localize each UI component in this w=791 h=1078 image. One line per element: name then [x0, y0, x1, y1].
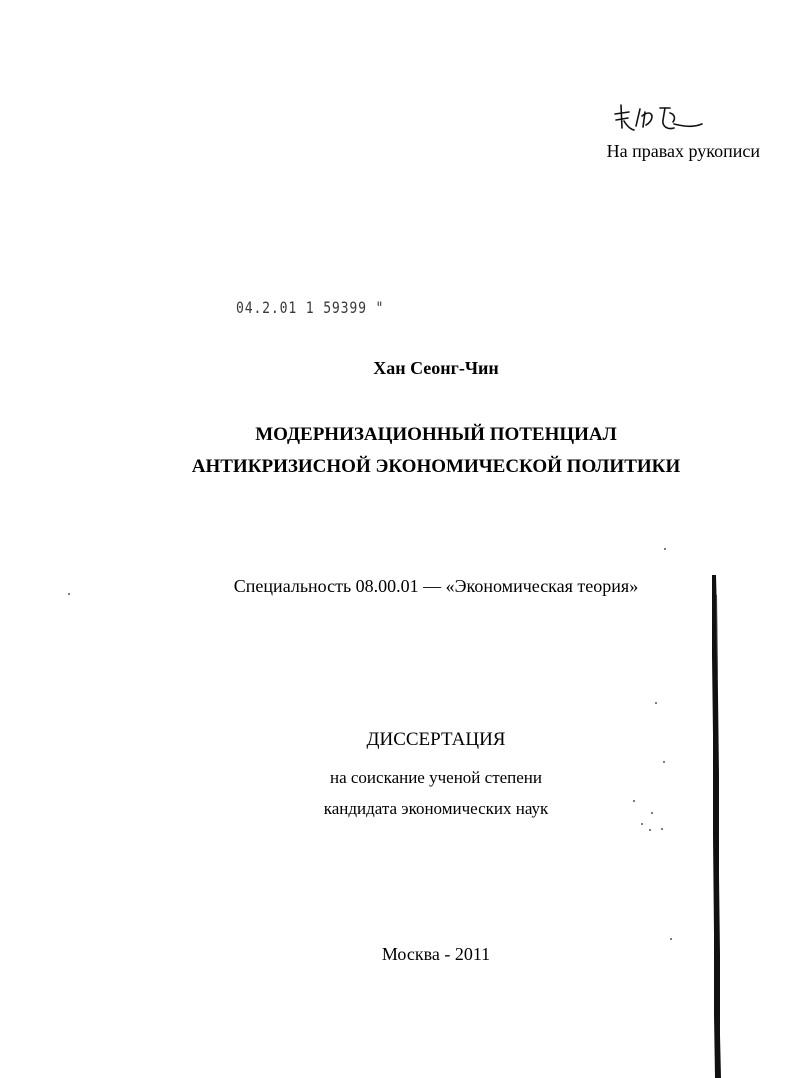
registration-stamp: 04.2.01 1 59399 " [236, 298, 385, 317]
handwritten-signature [612, 100, 708, 138]
scan-speck [651, 812, 653, 814]
scan-edge-bar [707, 575, 725, 1078]
purpose-line-2: кандидата экономических наук [323, 799, 549, 818]
scan-speck [655, 702, 657, 704]
scan-speck [670, 938, 672, 940]
scan-speck [633, 800, 635, 802]
scan-speck [664, 548, 666, 550]
rights-note: На правах рукописи [606, 141, 760, 161]
dissertation-title [0, 419, 791, 483]
degree-purpose [0, 762, 791, 824]
city-year: Москва - 2011 [381, 944, 491, 964]
scan-speck [68, 593, 70, 595]
scan-speck [661, 828, 663, 830]
specialty-line: Специальность 08.00.01 — «Экономическая теория» [233, 576, 639, 596]
title-line-1: МОДЕРНИЗАЦИОННЫЙ ПОТЕНЦИАЛ [255, 424, 617, 445]
dissertation-type: ДИССЕРТАЦИЯ [366, 729, 506, 750]
scan-speck [663, 761, 665, 763]
title-line-2: АНТИКРИЗИСНОЙ ЭКОНОМИЧЕСКОЙ ПОЛИТИКИ [191, 456, 681, 477]
scan-speck [641, 823, 643, 825]
author-name: Хан Сеонг-Чин [373, 358, 499, 378]
scan-speck [649, 829, 651, 831]
purpose-line-1: на соискание ученой степени [329, 768, 543, 787]
